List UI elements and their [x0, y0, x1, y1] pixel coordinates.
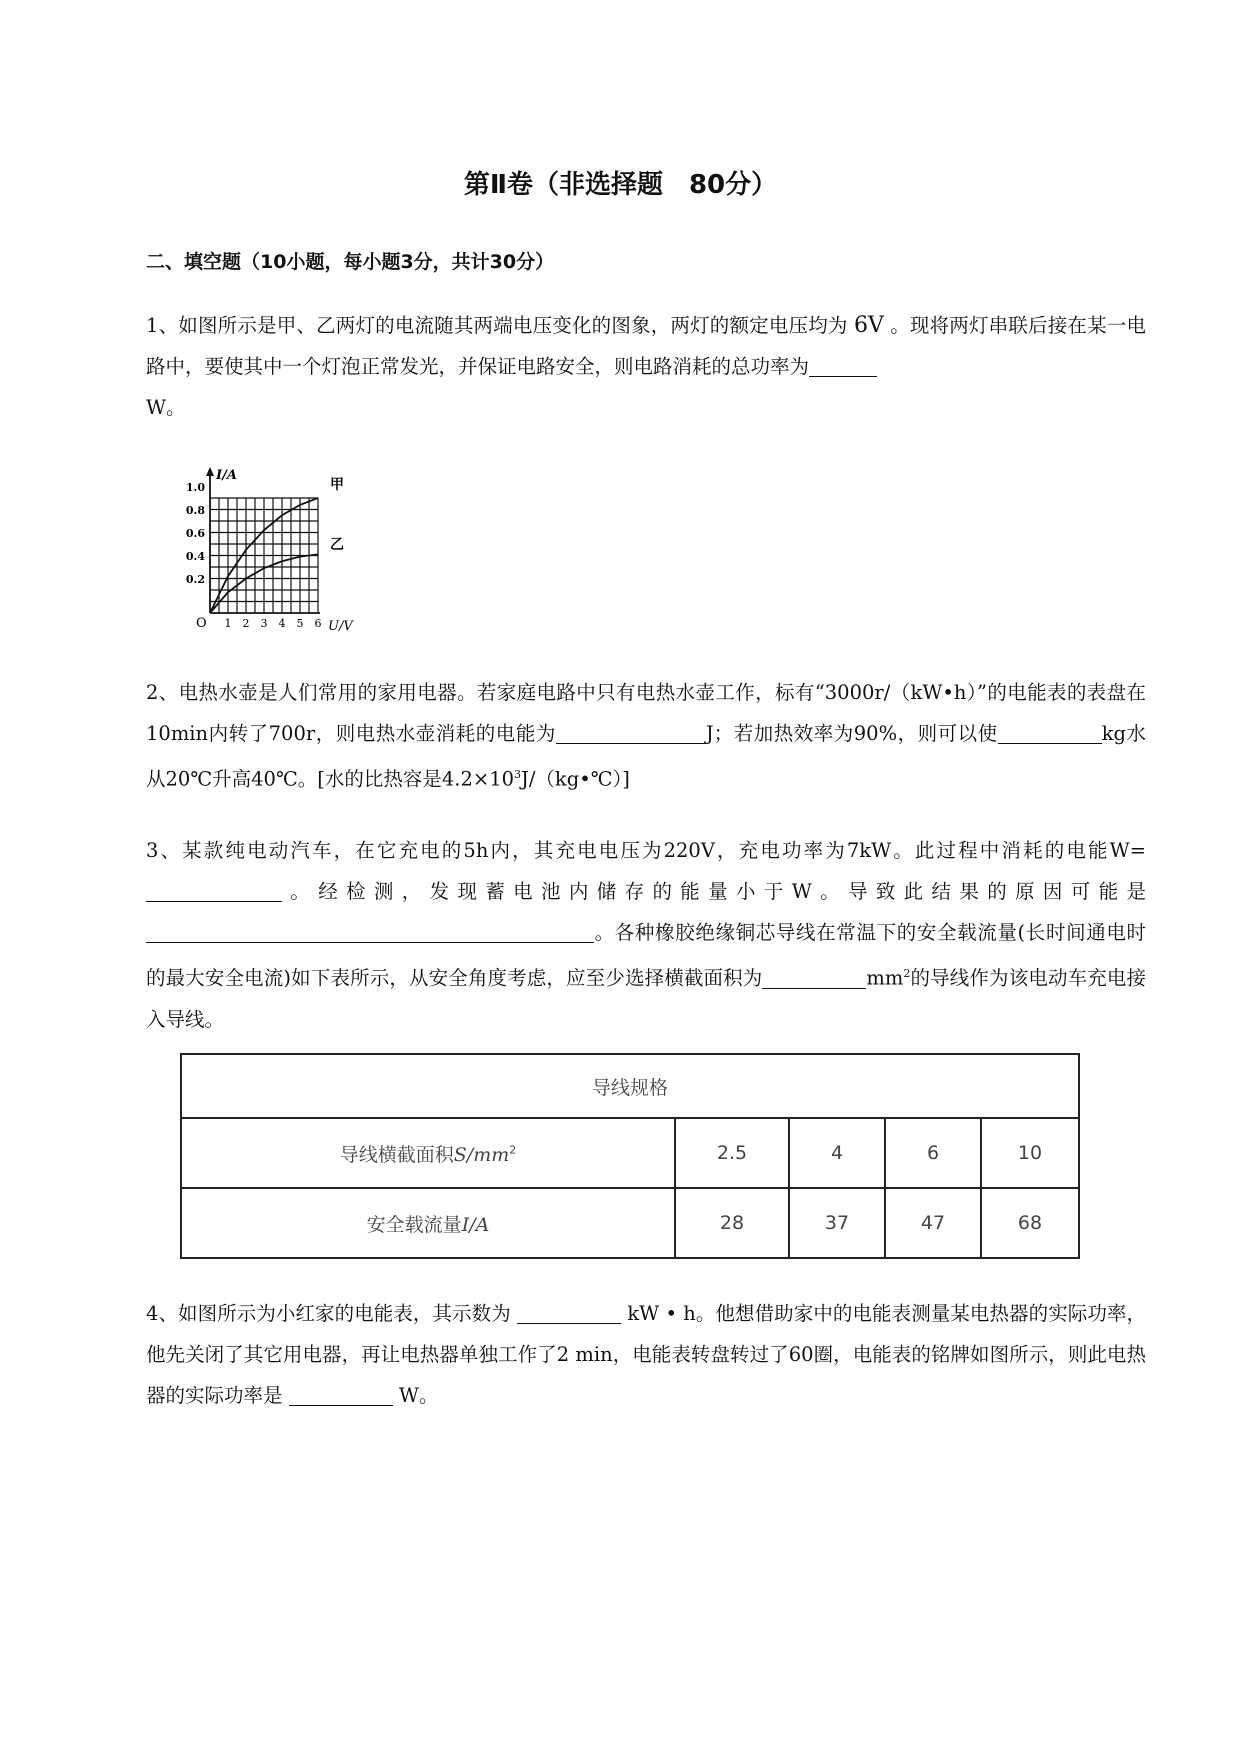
- table-cell: 68: [981, 1188, 1079, 1258]
- y-tick-label: 0.6: [185, 527, 205, 540]
- section-heading: 二、填空题（10小题，每小题3分，共计30分）: [146, 251, 555, 273]
- series-yi-label: 乙: [330, 537, 344, 553]
- q2-text-c: kg水从20℃升高40℃。[水的比热容是4.2×10: [146, 722, 1146, 791]
- page-title: 第Ⅱ卷（非选择题 80分）: [463, 170, 778, 200]
- x-tick-label: 4: [278, 617, 286, 630]
- question-4: [146, 1293, 1146, 1416]
- y-axis-label: I/A: [216, 468, 237, 483]
- table-row-label: 导线横截面积$S/mm^2$: [181, 1118, 675, 1188]
- q2-text-b: J；若加热效率为90%，则可以使: [705, 722, 998, 745]
- table-cell: 37: [789, 1188, 885, 1258]
- y-tick-label: 0.4: [185, 550, 205, 563]
- q3-area-blank[interactable]: [762, 964, 866, 989]
- y-tick-label: 0.8: [185, 504, 205, 517]
- x-tick-label: 6: [314, 617, 322, 630]
- x-tick-label: 2: [242, 617, 250, 630]
- table-cell: 10: [981, 1118, 1079, 1188]
- q2-mass-blank[interactable]: [998, 719, 1102, 744]
- table-cell: 6: [885, 1118, 981, 1188]
- q3-text-e: 的导线作为该电动车充电接入导线。: [146, 966, 1146, 1031]
- q3-text-c: 。各种橡胶绝缘铜芯导线在常温下的安全载流量(长时间通电时的最大安全电流)如下表所示，从安全角度考虑，应至少选择横截面积为: [146, 921, 1146, 990]
- q1-answer-blank[interactable]: [809, 352, 877, 377]
- x-tick-label: 5: [296, 617, 304, 630]
- q3-energy-blank[interactable]: [146, 877, 282, 902]
- q4-power-blank[interactable]: [289, 1381, 393, 1406]
- q2-text-d: J/（kg•℃）]: [521, 767, 630, 791]
- origin-label: O: [196, 616, 207, 631]
- table-cell: 2.5: [675, 1118, 789, 1188]
- table-cell: 47: [885, 1188, 981, 1258]
- table-row-label: 安全载流量I/A: [181, 1188, 675, 1258]
- q1-voltage: 6V: [853, 313, 884, 338]
- q1-text-b: 。现将两灯串联后接在某一电路中，要使其中一个灯泡正常发光，并保证电路安全，则电路消耗的总功率为: [146, 314, 1146, 378]
- q2-energy-blank[interactable]: [556, 719, 706, 744]
- q1-text-c: W。: [146, 396, 186, 419]
- q3-text-d: mm: [866, 966, 904, 990]
- table-cell: 4: [789, 1118, 885, 1188]
- x-axis-label: U/V: [328, 619, 353, 634]
- y-axis-arrow-icon: [206, 467, 214, 476]
- q4-reading-blank[interactable]: [517, 1299, 621, 1324]
- q3-exponent: 2: [903, 967, 911, 980]
- y-tick-label: 0.2: [185, 573, 205, 586]
- table-header: 导线规格: [181, 1054, 1079, 1118]
- x-tick-label: 1: [224, 617, 232, 630]
- q3-text-b: 。经检测，发现蓄电池内储存的能量小于W。导致此结果的原因可能是: [282, 880, 1146, 903]
- x-tick-label: 3: [260, 617, 268, 630]
- table-cell: 28: [675, 1188, 789, 1258]
- q4-text-b: kW • h。他想借助家中的电能表测量某电热器的实际功率，他先关闭了其它用电器，再让电热器单独工作了2 min，电能表转盘转过了60圈，电能表的铭牌如图所示，则此电热器的实际功率是: [146, 1302, 1146, 1407]
- series-jia-label: 甲: [330, 477, 344, 493]
- table-row: [181, 1118, 1079, 1188]
- q2-exponent: 3: [514, 768, 522, 781]
- iv-graph: [180, 465, 380, 635]
- q3-text-a: 3、某款纯电动汽车，在它充电的5h内，其充电电压为220V，充电功率为7kW。此过程中消耗的电能W=: [146, 839, 1146, 862]
- question-1: [146, 305, 1146, 428]
- table-row: [181, 1188, 1079, 1258]
- q4-text-c: W。: [398, 1384, 439, 1407]
- y-tick-label: 1.0: [185, 481, 205, 494]
- q2-text-a: 2、电热水壶是人们常用的家用电器。若家庭电路中只有电热水壶工作，标有“3000r/（kW•h）”的电能表的表盘在10min内转了700r，则电热水壶消耗的电能为: [146, 681, 1146, 745]
- q3-reason-blank[interactable]: [146, 918, 594, 943]
- q1-text-a: 1、如图所示是甲、乙两灯的电流随其两端电压变化的图象，两灯的额定电压均为: [146, 314, 848, 337]
- q4-text-a: 4、如图所示为小红家的电能表，其示数为: [146, 1302, 511, 1325]
- question-3: [146, 830, 1146, 1040]
- question-2: [146, 672, 1146, 800]
- wire-spec-table: [180, 1053, 1080, 1259]
